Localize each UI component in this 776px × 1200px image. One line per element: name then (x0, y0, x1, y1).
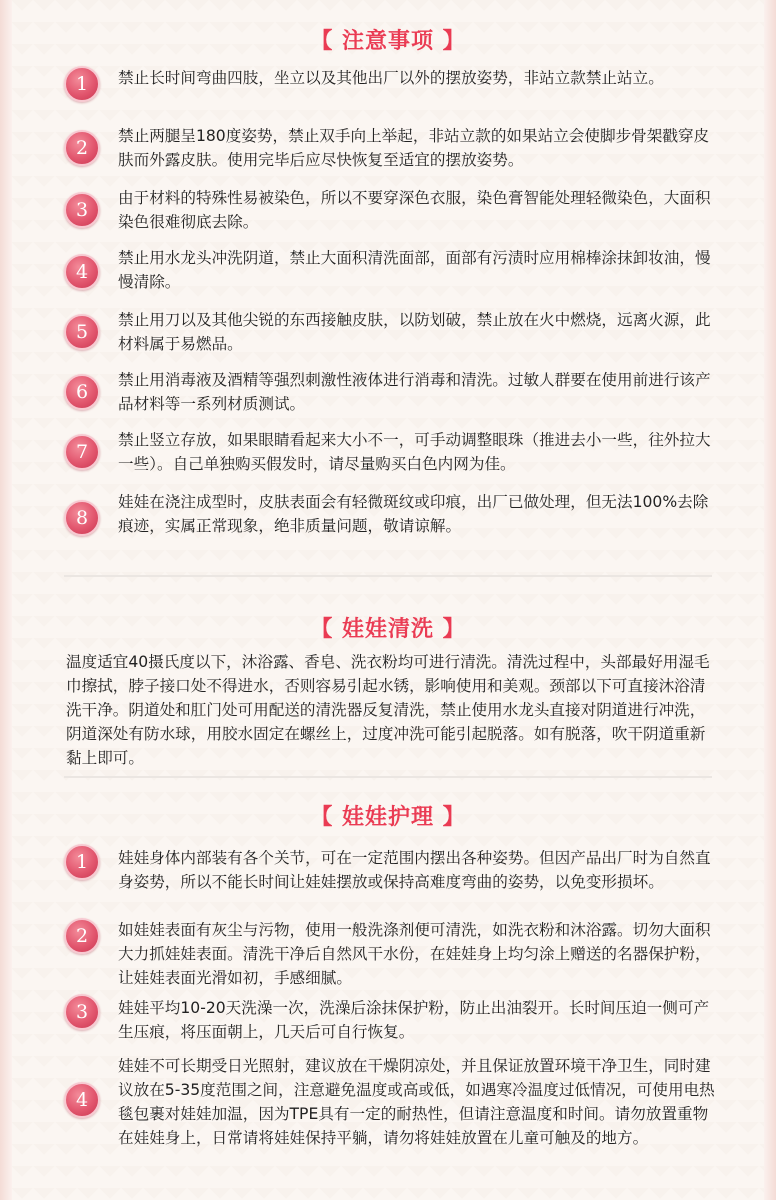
care-item-text: 娃娃不可长期受日光照射，建议放在干燥阴凉处，并且保证放置环境干净卫生，同时建议放在5-35度范围之间，注意避免温度或高或低，如遇寒冷温度过低情况，可使用电热毯包裹对娃娃加温，因为TPE具有一定的耐热性，但请注意温度和时间。请勿放置重物在娃娃身上，日常请将娃娃保持平躺，请勿将娃娃放置在儿童可触及的地方。 (118, 1057, 715, 1147)
number-badge: 2 (64, 918, 100, 954)
notice-item-text: 禁止竖立存放，如果眼睛看起来大小不一，可手动调整眼珠（推进去小一些，往外拉大一些）。自己单独购买假发时，请尽量购买白色内网为佳。 (118, 431, 711, 473)
care-item-text: 如娃娃表面有灰尘与污物，使用一般洗涤剂便可清洗，如洗衣粉和沐浴露。切勿大面积大力抓娃娃表面。清洗干净后自然风干水份，在娃娃身上均匀涂上赠送的名器保护粉，让娃娃表面光滑如初，手感细腻。 (118, 921, 711, 987)
notice-item-text: 禁止长时间弯曲四肢，坐立以及其他出厂以外的摆放姿势，非站立款禁止站立。 (118, 69, 664, 87)
section-divider (64, 776, 712, 778)
notice-item-text: 娃娃在浇注成型时，皮肤表面会有轻微斑纹或印痕，出厂已做处理，但无法100%去除痕迹，实属正常现象，绝非质量问题，敬请谅解。 (118, 493, 709, 535)
number-badge: 1 (64, 66, 100, 102)
notice-item-text: 由于材料的特殊性易被染色，所以不要穿深色衣服，染色膏智能处理轻微染色，大面积染色很难彻底去除。 (118, 189, 711, 231)
number-badge: 3 (64, 192, 100, 228)
notice-item-text: 禁止用刀以及其他尖锐的东西接触皮肤，以防划破，禁止放在火中燃烧，远离火源，此材料属于易燃品。 (118, 311, 711, 353)
number-badge: 1 (64, 844, 100, 880)
care-item-text: 娃娃平均10-20天洗澡一次，洗澡后涂抹保护粉，防止出油裂开。长时间压迫一侧可产生压痕，将压面朝上，几天后可自行恢复。 (118, 999, 710, 1041)
number-badge: 8 (64, 500, 100, 536)
number-badge: 2 (64, 130, 100, 166)
number-badge: 7 (64, 434, 100, 470)
number-badge: 6 (64, 374, 100, 410)
right-border (764, 0, 776, 1200)
number-badge: 4 (64, 254, 100, 290)
care-item-text: 娃娃身体内部装有各个关节，可在一定范围内摆出各种姿势。但因产品出厂时为自然直身姿势，所以不能长时间让娃娃摆放或保持高难度弯曲的姿势，以免变形损坏。 (118, 849, 711, 891)
notice-item-text: 禁止两腿呈180度姿势，禁止双手向上举起，非站立款的如果站立会使脚步骨架戳穿皮肤而外露皮肤。使用完毕后应尽快恢复至适宜的摆放姿势。 (118, 127, 710, 169)
cleaning-paragraph: 温度适宜40摄氏度以下，沐浴露、香皂、洗衣粉均可进行清洗。清洗过程中，头部最好用湿毛巾擦拭，脖子接口处不得进水，否则容易引起水锈，影响使用和美观。颈部以下可直接沐浴清洗干净。阴道处和肛门处可用配送的清洗器反复清洗，禁止使用水龙头直接对阴道进行冲洗，阴道深处有防水球，用胶水固定在螺丝上，过度冲洗可能引起脱落。如有脱落，吹干阴道重新黏上即可。 (66, 653, 710, 767)
notice-item-text: 禁止用水龙头冲洗阴道，禁止大面积清洗面部，面部有污渍时应用棉棒涂抹卸妆油，慢慢清除。 (118, 249, 711, 291)
number-badge: 4 (64, 1082, 100, 1118)
left-border (0, 0, 12, 1200)
care-title: 【 娃娃护理 】 (310, 805, 466, 830)
notice-title: 【 注意事项 】 (310, 29, 466, 54)
number-badge: 3 (64, 994, 100, 1030)
cleaning-title: 【 娃娃清洗 】 (310, 617, 466, 642)
number-badge: 5 (64, 314, 100, 350)
section-divider (64, 575, 712, 577)
notice-item-text: 禁止用消毒液及酒精等强烈刺激性液体进行消毒和清洗。过敏人群要在使用前进行该产品材料等一系列材质测试。 (118, 371, 711, 413)
